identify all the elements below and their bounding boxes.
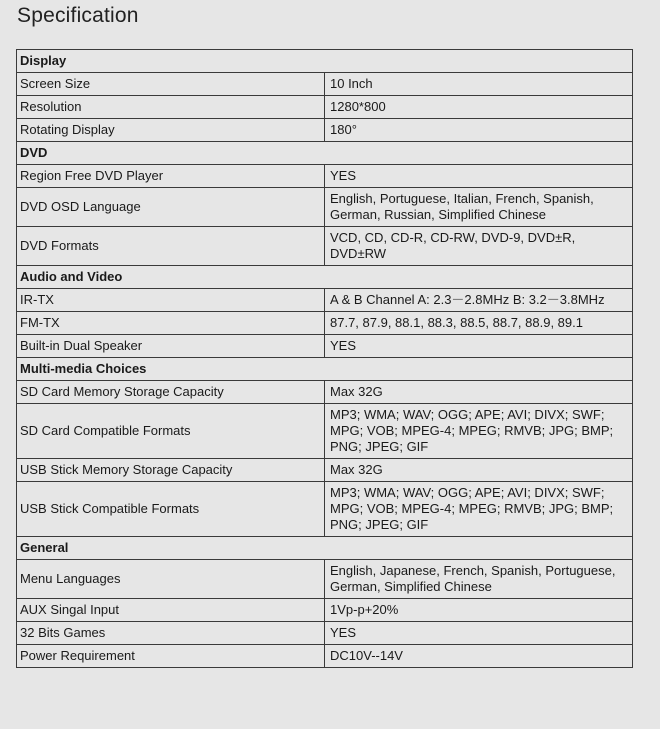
- page-title: Specification: [17, 4, 139, 27]
- table-row: [17, 599, 633, 622]
- section-heading: General: [17, 537, 633, 560]
- spec-value: English, Japanese, French, Spanish, Portuguese, German, Simplified Chinese: [325, 560, 633, 599]
- section-header-row: [17, 358, 633, 381]
- section-header-row: [17, 142, 633, 165]
- spec-label: Resolution: [17, 96, 325, 119]
- spec-label: IR-TX: [17, 289, 325, 312]
- table-row: [17, 381, 633, 404]
- spec-label: SD Card Memory Storage Capacity: [17, 381, 325, 404]
- table-row: [17, 289, 633, 312]
- table-row: [17, 404, 633, 459]
- section-heading: Multi-media Choices: [17, 358, 633, 381]
- table-row: [17, 312, 633, 335]
- spec-label: 32 Bits Games: [17, 622, 325, 645]
- spec-value: 1Vp-p+20%: [325, 599, 633, 622]
- spec-label: DVD OSD Language: [17, 188, 325, 227]
- table-row: [17, 227, 633, 266]
- spec-value: 10 Inch: [325, 73, 633, 96]
- spec-value: VCD, CD, CD-R, CD-RW, DVD-9, DVD±R, DVD±RW: [325, 227, 633, 266]
- table-row: [17, 459, 633, 482]
- spec-label: Screen Size: [17, 73, 325, 96]
- table-row: [17, 165, 633, 188]
- spec-value: A & B Channel A: 2.3－2.8MHz B: 3.2－3.8MHz: [325, 289, 633, 312]
- spec-value: Max 32G: [325, 459, 633, 482]
- table-row: [17, 645, 633, 668]
- spec-label: Region Free DVD Player: [17, 165, 325, 188]
- spec-value: YES: [325, 335, 633, 358]
- spec-value: 1280*800: [325, 96, 633, 119]
- spec-value: English, Portuguese, Italian, French, Spanish, German, Russian, Simplified Chinese: [325, 188, 633, 227]
- spec-value: 87.7, 87.9, 88.1, 88.3, 88.5, 88.7, 88.9, 89.1: [325, 312, 633, 335]
- spec-label: USB Stick Memory Storage Capacity: [17, 459, 325, 482]
- spec-value: MP3; WMA; WAV; OGG; APE; AVI; DIVX; SWF; MPG; VOB; MPEG-4; MPEG; RMVB; JPG; BMP; PNG; JPEG; GIF: [325, 404, 633, 459]
- spec-value: 180°: [325, 119, 633, 142]
- table-row: [17, 73, 633, 96]
- table-row: [17, 622, 633, 645]
- spec-label: SD Card Compatible Formats: [17, 404, 325, 459]
- spec-label: FM-TX: [17, 312, 325, 335]
- table-row: [17, 119, 633, 142]
- spec-label: USB Stick Compatible Formats: [17, 482, 325, 537]
- table-row: [17, 96, 633, 119]
- table-row: [17, 188, 633, 227]
- section-heading: Display: [17, 50, 633, 73]
- specification-table-body: [17, 50, 633, 668]
- spec-label: Power Requirement: [17, 645, 325, 668]
- table-row: [17, 335, 633, 358]
- specification-table: [16, 49, 633, 668]
- spec-value: YES: [325, 622, 633, 645]
- spec-label: Menu Languages: [17, 560, 325, 599]
- spec-label: DVD Formats: [17, 227, 325, 266]
- section-heading: Audio and Video: [17, 266, 633, 289]
- section-heading: DVD: [17, 142, 633, 165]
- section-header-row: [17, 537, 633, 560]
- spec-label: Rotating Display: [17, 119, 325, 142]
- spec-value: DC10V--14V: [325, 645, 633, 668]
- spec-value: MP3; WMA; WAV; OGG; APE; AVI; DIVX; SWF; MPG; VOB; MPEG-4; MPEG; RMVB; JPG; BMP; PNG; JPEG; GIF: [325, 482, 633, 537]
- section-header-row: [17, 50, 633, 73]
- spec-label: AUX Singal Input: [17, 599, 325, 622]
- spec-value: Max 32G: [325, 381, 633, 404]
- section-header-row: [17, 266, 633, 289]
- table-row: [17, 482, 633, 537]
- spec-value: YES: [325, 165, 633, 188]
- spec-label: Built-in Dual Speaker: [17, 335, 325, 358]
- table-row: [17, 560, 633, 599]
